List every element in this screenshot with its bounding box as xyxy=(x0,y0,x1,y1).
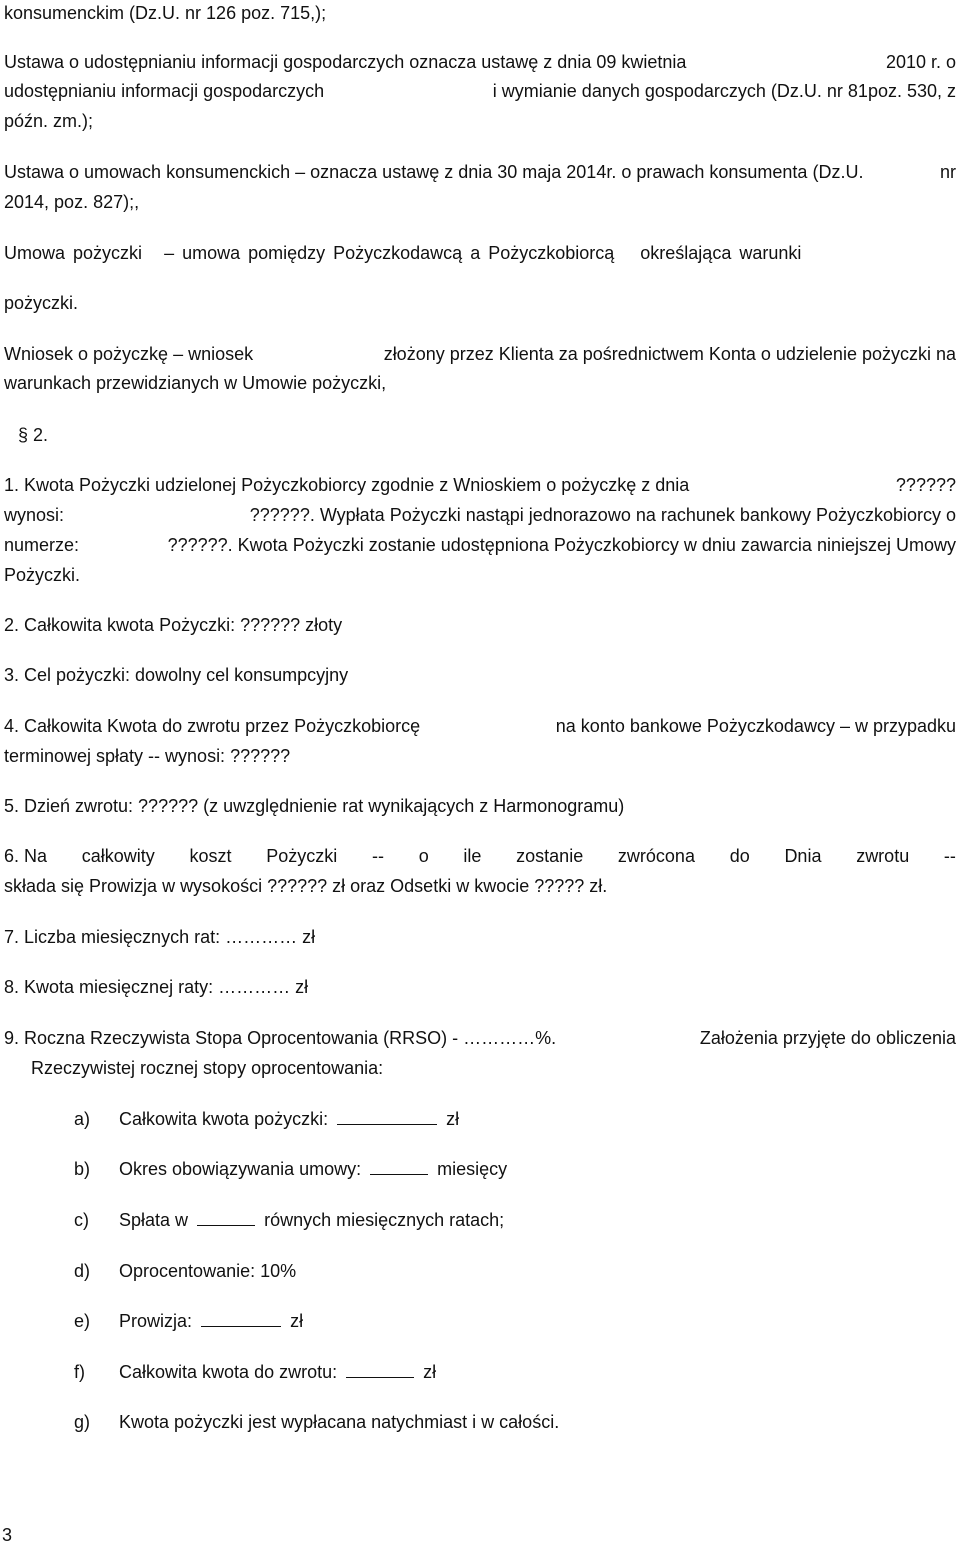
sub-item-text: Okres obowiązywania umowy: xyxy=(119,1159,362,1179)
text-segment: Ustawa o udostępnianiu informacji gospodarczych oznacza ustawę z dnia 09 kwietnia xyxy=(4,52,687,72)
text-line: konsumenckim (Dz.U. nr 126 poz. 715,); xyxy=(4,3,327,23)
text-line xyxy=(4,161,956,183)
text-segment: udostępnianiu informacji gospodarczych xyxy=(4,81,325,101)
word: koszt xyxy=(189,846,232,866)
sub-item-label: a) xyxy=(74,1109,91,1129)
word: do xyxy=(729,846,750,866)
text-line xyxy=(4,504,956,526)
page-number: 3 xyxy=(2,1525,13,1545)
text-segment: Założenia przyjęte do obliczenia xyxy=(699,1028,956,1048)
text-segment: na konto bankowe Pożyczkodawcy – w przypadku xyxy=(555,716,956,736)
text-segment: wynosi: xyxy=(4,505,65,525)
text-segment: 1. Kwota Pożyczki udzielonej Pożyczkobiorcy zgodnie z Wnioskiem o pożyczkę z dnia xyxy=(4,475,690,495)
text-segment: i wymianie danych gospodarczych (Dz.U. nr 81poz. 530, z xyxy=(492,81,956,101)
blank-field xyxy=(346,1361,414,1378)
text-segment: nr xyxy=(939,162,956,182)
sub-item xyxy=(74,1310,303,1332)
text-line: warunkach przewidzianych w Umowie pożyczki, xyxy=(4,373,387,393)
blank-field xyxy=(201,1310,281,1327)
sub-item-unit: równych miesięcznych ratach; xyxy=(264,1210,505,1230)
sub-item xyxy=(74,1108,459,1130)
word: 6. Na xyxy=(4,846,48,866)
sub-item-label: g) xyxy=(74,1412,91,1432)
word: Dnia xyxy=(784,846,822,866)
word: całkowity xyxy=(81,846,155,866)
definition: złożony przez Klienta za pośrednictwem Konta o udzielenie pożyczki na xyxy=(383,344,956,364)
word: -- xyxy=(371,846,384,866)
definition: – umowa pomiędzy Pożyczkodawcą a Pożyczkobiorcą xyxy=(164,243,615,263)
text-segment: numerze: xyxy=(4,535,80,555)
text-line xyxy=(4,474,956,496)
sub-item xyxy=(74,1361,436,1383)
blank-field xyxy=(337,1108,437,1125)
word: zwrotu xyxy=(856,846,910,866)
list-item xyxy=(4,715,956,737)
text-line xyxy=(4,343,956,365)
text-line: składa się Prowizja w wysokości ?????? zł oraz Odsetki w kwocie ????? zł. xyxy=(4,876,608,896)
list-item: 2. Całkowita kwota Pożyczki: ?????? złoty xyxy=(4,615,343,635)
sub-item-unit: zł xyxy=(290,1311,304,1331)
text-line: Rzeczywistej rocznej stopy oprocentowania: xyxy=(31,1058,384,1078)
sub-item-unit: miesięcy xyxy=(437,1159,508,1179)
sub-item xyxy=(74,1411,559,1433)
definition: określająca warunki xyxy=(640,243,802,263)
sub-item xyxy=(74,1209,504,1231)
sub-item-unit: zł xyxy=(446,1109,460,1129)
word: zostanie xyxy=(516,846,584,866)
list-item: 8. Kwota miesięcznej raty: ………… zł xyxy=(4,977,309,997)
text-line xyxy=(4,80,956,102)
term: Wniosek o pożyczkę – wniosek xyxy=(4,344,254,364)
text-segment: ?????? xyxy=(895,475,956,495)
text-segment: 2010 r. o xyxy=(885,52,956,72)
term: Umowa pożyczki xyxy=(4,243,143,263)
sub-item-text: Spłata w xyxy=(119,1210,189,1230)
sub-item-label: f) xyxy=(74,1362,85,1382)
sub-item xyxy=(74,1158,507,1180)
text-line: pożyczki. xyxy=(4,293,79,313)
sub-item-label: c) xyxy=(74,1210,89,1230)
sub-item-text: Całkowita kwota pożyczki: xyxy=(119,1109,329,1129)
list-item xyxy=(4,1027,956,1049)
sub-item-label: d) xyxy=(74,1261,91,1281)
blank-field xyxy=(370,1158,428,1175)
text-segment: 4. Całkowita Kwota do zwrotu przez Pożyczkobiorcę xyxy=(4,716,421,736)
text-line xyxy=(4,242,801,264)
text-segment: 9. Roczna Rzeczywista Stopa Oprocentowania (RRSO) - …………%. xyxy=(4,1028,557,1048)
section-heading: § 2. xyxy=(18,425,49,445)
sub-item-unit: zł xyxy=(423,1362,437,1382)
text-segment: ??????. Kwota Pożyczki zostanie udostępniona Pożyczkobiorcy w dniu zawarcia niniejszej Umowy xyxy=(167,535,956,555)
sub-item-text: Prowizja: xyxy=(119,1311,193,1331)
text-line: Pożyczki. xyxy=(4,565,81,585)
sub-item-text: Całkowita kwota do zwrotu: xyxy=(119,1362,338,1382)
word: -- xyxy=(943,846,956,866)
word: o xyxy=(418,846,429,866)
sub-item-text: Kwota pożyczki jest wypłacana natychmiast i w całości. xyxy=(119,1412,560,1432)
word: Pożyczki xyxy=(266,846,338,866)
blank-field xyxy=(197,1209,255,1226)
text-line xyxy=(4,51,956,73)
list-item xyxy=(4,845,956,867)
word: ile xyxy=(463,846,482,866)
list-item: 5. Dzień zwrotu: ?????? (z uwzględnienie rat wynikających z Harmonogramu) xyxy=(4,796,625,816)
sub-item xyxy=(74,1260,296,1282)
text-segment: ??????. Wypłata Pożyczki nastąpi jednorazowo na rachunek bankowy Pożyczkobiorcy o xyxy=(249,505,956,525)
text-segment: Ustawa o umowach konsumenckich – oznacza ustawę z dnia 30 maja 2014r. o prawach konsumenta (Dz.U. xyxy=(4,162,864,182)
list-item: 3. Cel pożyczki: dowolny cel konsumpcyjny xyxy=(4,665,349,685)
list-item: 7. Liczba miesięcznych rat: ………… zł xyxy=(4,927,316,947)
sub-item-label: b) xyxy=(74,1159,91,1179)
text-line xyxy=(4,534,956,556)
text-line: terminowej spłaty -- wynosi: ?????? xyxy=(4,746,291,766)
text-line: późn. zm.); xyxy=(4,111,94,131)
text-line: 2014, poz. 827);, xyxy=(4,192,140,212)
sub-item-text: Oprocentowanie: 10% xyxy=(119,1261,297,1281)
word: zwrócona xyxy=(617,846,695,866)
sub-item-label: e) xyxy=(74,1311,91,1331)
